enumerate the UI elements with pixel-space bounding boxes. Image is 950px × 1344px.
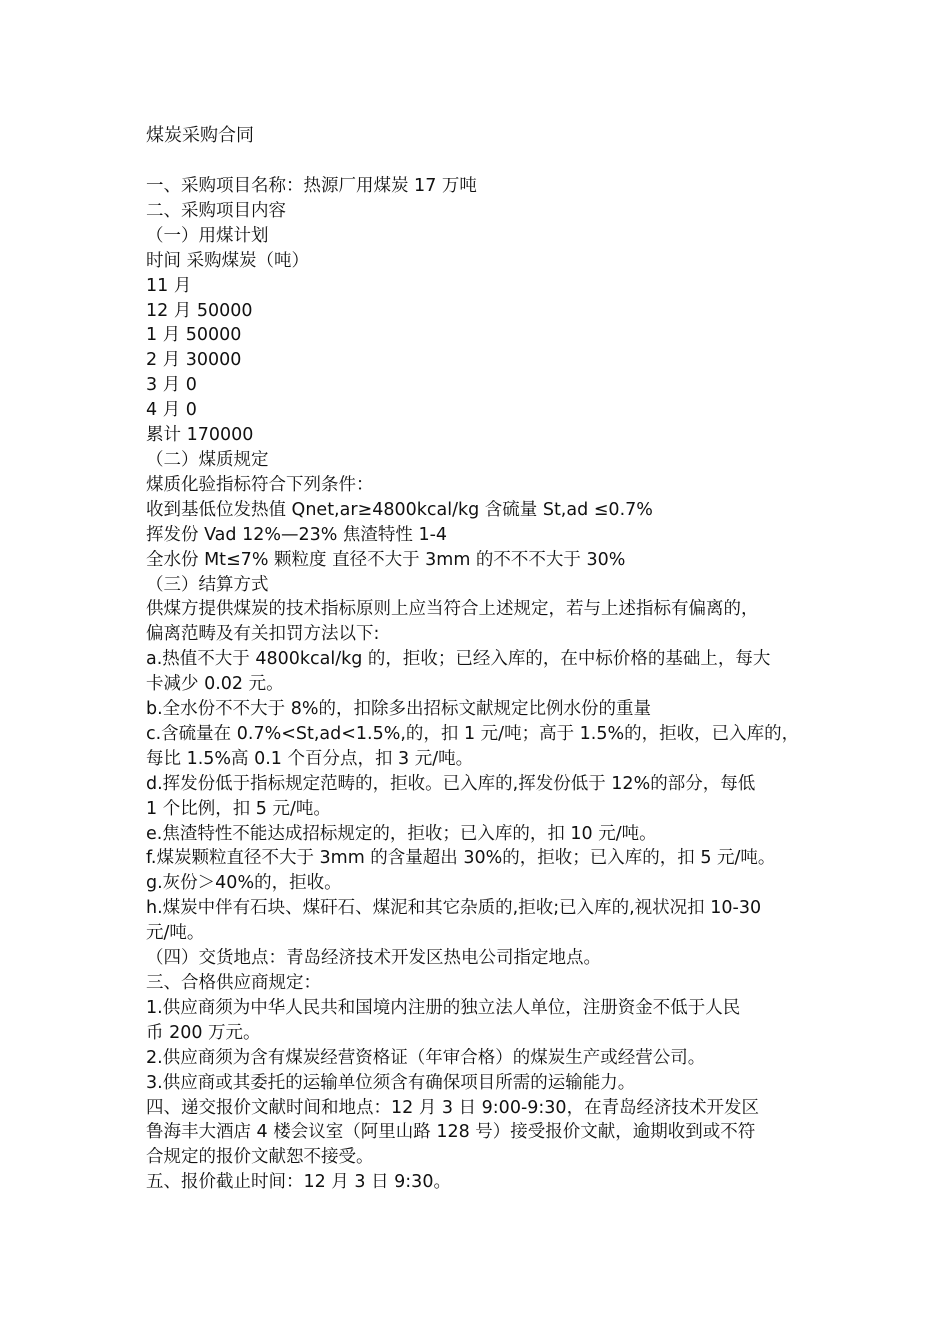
document-line: 12 月 50000 [146,300,253,321]
document-line: 时间 采购煤炭（吨） [146,250,310,271]
document-line: 二、采购项目内容 [146,200,286,221]
document-line: 1 个比例，扣 5 元/吨。 [146,798,331,819]
document-line: 11 月 [146,275,192,296]
document-line: 收到基低位发热值 Qnet,ar≥4800kcal/kg 含硫量 St,ad ≤0.7% [146,499,653,520]
document-line: 1 月 50000 [146,325,242,346]
document-line: 3.供应商或其委托的运输单位须含有确保项目所需的运输能力。 [146,1072,636,1093]
document-line: 币 200 万元。 [146,1022,261,1043]
document-line: 煤质化验指标符合下列条件： [146,474,374,495]
document-line: 鲁海丰大酒店 4 楼会议室（阿里山路 128 号）接受报价文献，逾期收到或不符 [146,1122,756,1143]
document-line: e.焦渣特性不能达成招标规定的，拒收；已入库的，扣 10 元/吨。 [146,823,657,844]
document-title: 煤炭采购合同 [146,125,254,146]
document-line: g.灰份＞40%的，拒收。 [146,873,342,894]
document-line: 卡减少 0.02 元。 [146,674,284,695]
document-line: 2 月 30000 [146,350,242,371]
document-line: 挥发份 Vad 12%—23% 焦渣特性 1-4 [146,524,448,545]
document-line: 2.供应商须为含有煤炭经营资格证（年审合格）的煤炭生产或经营公司。 [146,1047,706,1068]
document-line: 累计 170000 [146,425,254,446]
document-line: 一、采购项目名称：热源厂用煤炭 17 万吨 [146,176,477,196]
document-body [146,174,816,1195]
document-line: 偏离范畴及有关扣罚方法以下: [146,624,380,645]
document-line: 三、合格供应商规定： [146,973,321,993]
document-line: 供煤方提供煤炭的技术指标原则上应当符合上述规定，若与上述指标有偏离的， [146,599,759,620]
document-line: d.挥发份低于指标规定范畴的，拒收。已入库的,挥发份低于 12%的部分，每低 [146,773,756,794]
document-line: 3 月 0 [146,375,197,396]
document-line: h.煤炭中伴有石块、煤矸石、煤泥和其它杂质的,拒收;已入库的,视状况扣 10-30 [146,898,762,919]
document-line: c.含硫量在 0.7%<St,ad<1.5%,的，扣 1 元/吨；高于 1.5%的，拒收，已入库的， [146,723,800,744]
document-line: 四、递交报价文献时间和地点：12 月 3 日 9:00-9:30，在青岛经济技术开发区 [146,1097,760,1118]
document-line: （四）交货地点：青岛经济技术开发区热电公司指定地点。 [146,948,601,969]
document-line: 元/吨。 [146,923,205,944]
document-line: 4 月 0 [146,400,197,421]
document-line: f.煤炭颗粒直径不大于 3mm 的含量超出 30%的，拒收；已入库的，扣 5 元/吨。 [146,848,776,869]
document-line: （二）煤质规定 [146,449,269,470]
document-line: 全水份 Mt≤7% 颗粒度 直径不大于 3mm 的不不不大于 30% [146,549,626,570]
document-line: 每比 1.5%高 0.1 个百分点，扣 3 元/吨。 [146,748,474,769]
document-line: （一）用煤计划 [146,225,269,246]
document-line: 合规定的报价文献恕不接受。 [146,1147,374,1168]
document-line: （三）结算方式 [146,574,269,595]
document-line: b.全水份不不大于 8%的，扣除多出招标文献规定比例水份的重量 [146,699,651,720]
document-line: a.热值不大于 4800kcal/kg 的，拒收；已经入库的，在中标价格的基础上，每大 [146,649,771,670]
document-line: 五、报价截止时间：12 月 3 日 9:30。 [146,1172,451,1193]
document-line: 1.供应商须为中华人民共和国境内注册的独立法人单位，注册资金不低于人民 [146,997,741,1018]
